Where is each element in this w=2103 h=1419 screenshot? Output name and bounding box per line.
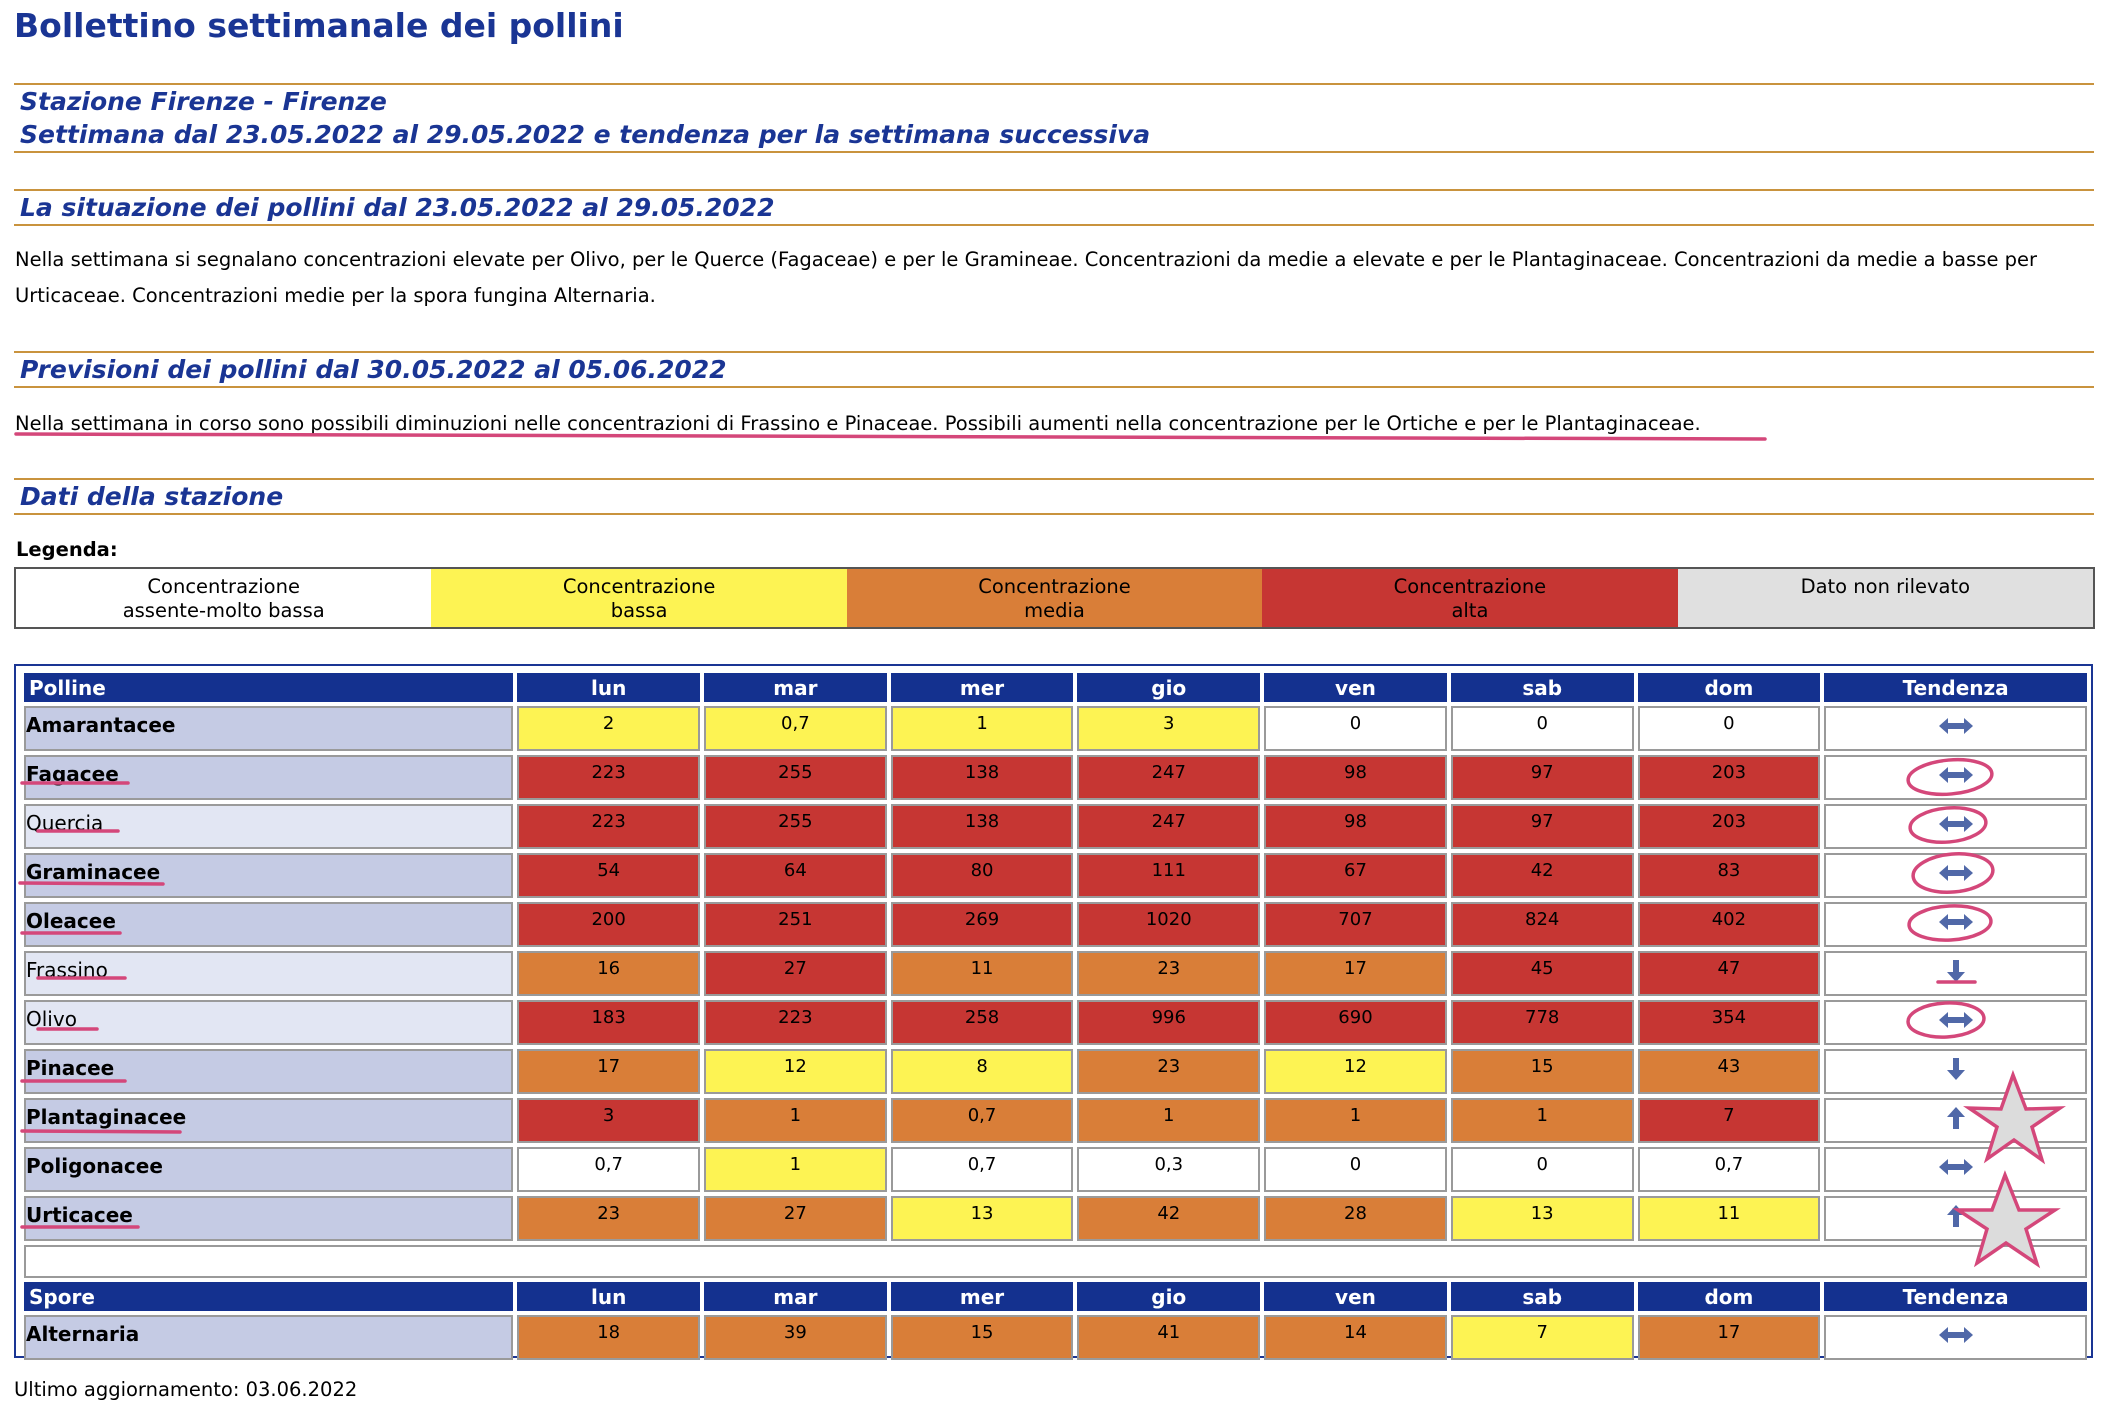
value-cell: 354	[1638, 1000, 1821, 1045]
value-cell: 8	[891, 1049, 1074, 1094]
row-name: Pinacee	[24, 1049, 513, 1094]
value-cell: 0,3	[1077, 1147, 1260, 1192]
arrow-left-right-icon	[1939, 719, 1973, 740]
value-cell: 1	[891, 706, 1074, 751]
value-cell: 0,7	[1638, 1147, 1821, 1192]
legend-item	[431, 569, 846, 627]
value-cell: 54	[517, 853, 700, 898]
station-name: Stazione Firenze - Firenze	[20, 87, 387, 116]
value-cell: 0,7	[891, 1098, 1074, 1143]
value-cell: 690	[1264, 1000, 1447, 1045]
value-cell: 67	[1264, 853, 1447, 898]
value-cell: 0,7	[891, 1147, 1074, 1192]
legend-item-line1: Concentrazione	[1393, 575, 1547, 598]
arrow-left-right-icon	[1939, 866, 1973, 887]
arrow-down-icon	[1947, 966, 1965, 987]
value-cell: 3	[1077, 706, 1260, 751]
column-header: sab	[1451, 673, 1634, 702]
column-header: sab	[1451, 1282, 1634, 1311]
value-cell: 17	[517, 1049, 700, 1094]
column-header: gio	[1077, 1282, 1260, 1311]
value-cell: 255	[704, 755, 887, 800]
value-cell: 203	[1638, 804, 1821, 849]
value-cell: 200	[517, 902, 700, 947]
row-name: Alternaria	[24, 1315, 513, 1360]
value-cell: 98	[1264, 755, 1447, 800]
legend-item-line1: Concentrazione	[978, 575, 1131, 598]
value-cell: 707	[1264, 902, 1447, 947]
trend-cell	[1824, 853, 2087, 898]
page-title: Bollettino settimanale dei pollini	[14, 6, 624, 45]
situation-text: Nella settimana si segnalano concentrazioni elevate per Olivo, per le Querce (Fagaceae) e per le Gramineae. Concentrazioni da medie a elevate e per le Plantaginaceae. Concentrazioni da medie a basse per Urticaceae. Concentrazioni medie per la spora fungina Alternaria.	[15, 248, 2038, 307]
value-cell: 0	[1638, 706, 1821, 751]
legend-item	[1678, 569, 2093, 627]
forecast-heading: Previsioni dei pollini dal 30.05.2022 al 05.06.2022	[20, 355, 727, 384]
value-cell: 0	[1451, 1147, 1634, 1192]
value-cell: 42	[1451, 853, 1634, 898]
value-cell: 15	[1451, 1049, 1634, 1094]
column-header: Polline	[24, 673, 513, 702]
legend-item	[847, 569, 1262, 627]
value-cell: 183	[517, 1000, 700, 1045]
value-cell: 1	[704, 1098, 887, 1143]
arrow-left-right-icon	[1939, 1160, 1973, 1181]
arrow-left-right-icon	[1939, 817, 1973, 838]
value-cell: 223	[704, 1000, 887, 1045]
row-name: Olivo	[24, 1000, 513, 1045]
row-name: Urticacee	[24, 1196, 513, 1241]
trend-cell	[1824, 1147, 2087, 1192]
value-cell: 402	[1638, 902, 1821, 947]
table-row	[24, 1196, 2087, 1241]
row-name: Oleacee	[24, 902, 513, 947]
legend-item	[16, 569, 431, 627]
value-cell: 1	[704, 1147, 887, 1192]
value-cell: 13	[1451, 1196, 1634, 1241]
arrow-left-right-icon	[1939, 1328, 1973, 1349]
value-cell: 7	[1451, 1315, 1634, 1360]
legend-item-line1: Concentrazione	[147, 575, 300, 598]
pollen-table-frame	[14, 664, 2093, 1358]
table-row	[24, 804, 2087, 849]
value-cell: 247	[1077, 755, 1260, 800]
value-cell: 247	[1077, 804, 1260, 849]
forecast-section	[14, 351, 2094, 388]
row-name: Poligonacee	[24, 1147, 513, 1192]
value-cell: 17	[1638, 1315, 1821, 1360]
trend-cell	[1824, 1049, 2087, 1094]
value-cell: 12	[1264, 1049, 1447, 1094]
table-row	[24, 1315, 2087, 1360]
row-name: Graminacee	[24, 853, 513, 898]
last-update: Ultimo aggiornamento: 03.06.2022	[14, 1378, 358, 1401]
legend-item-line1: Dato non rilevato	[1800, 575, 1971, 598]
value-cell: 1020	[1077, 902, 1260, 947]
value-cell: 3	[517, 1098, 700, 1143]
value-cell: 23	[1077, 951, 1260, 996]
column-header: gio	[1077, 673, 1260, 702]
column-header: Tendenza	[1824, 1282, 2087, 1311]
value-cell: 996	[1077, 1000, 1260, 1045]
value-cell: 17	[1264, 951, 1447, 996]
table-row	[24, 755, 2087, 800]
value-cell: 203	[1638, 755, 1821, 800]
legend-item-line1: Concentrazione	[562, 575, 716, 598]
arrow-left-right-icon	[1939, 768, 1973, 789]
column-header: Spore	[24, 1282, 513, 1311]
value-cell: 223	[517, 755, 700, 800]
situation-heading: La situazione dei pollini dal 23.05.2022 al 29.05.2022	[20, 193, 775, 222]
spacer-cell	[24, 1245, 2087, 1278]
value-cell: 138	[891, 755, 1074, 800]
spacer-row	[24, 1245, 2087, 1278]
legend-item-line2: media	[1024, 599, 1085, 622]
trend-cell	[1824, 951, 2087, 996]
column-header: mar	[704, 1282, 887, 1311]
value-cell: 18	[517, 1315, 700, 1360]
value-cell: 1	[1264, 1098, 1447, 1143]
week-range: Settimana dal 23.05.2022 al 29.05.2022 e tendenza per la settimana successiva	[20, 120, 1151, 149]
value-cell: 14	[1264, 1315, 1447, 1360]
column-header: dom	[1638, 1282, 1821, 1311]
trend-cell	[1824, 1315, 2087, 1360]
arrow-up-icon	[1947, 1113, 1965, 1134]
legend	[14, 567, 2095, 629]
column-header: Tendenza	[1824, 673, 2087, 702]
value-cell: 0	[1264, 1147, 1447, 1192]
pollen-table	[20, 669, 2091, 1364]
trend-cell	[1824, 1000, 2087, 1045]
value-cell: 39	[704, 1315, 887, 1360]
legend-item-line2: alta	[1451, 599, 1489, 622]
table-row	[24, 706, 2087, 751]
value-cell: 0,7	[517, 1147, 700, 1192]
arrow-left-right-icon	[1939, 915, 1973, 936]
value-cell: 12	[704, 1049, 887, 1094]
column-header: lun	[517, 1282, 700, 1311]
spore-header-row	[24, 1282, 2087, 1311]
value-cell: 16	[517, 951, 700, 996]
value-cell: 824	[1451, 902, 1634, 947]
value-cell: 23	[1077, 1049, 1260, 1094]
value-cell: 7	[1638, 1098, 1821, 1143]
table-row	[24, 853, 2087, 898]
table-row	[24, 1000, 2087, 1045]
value-cell: 23	[517, 1196, 700, 1241]
trend-cell	[1824, 755, 2087, 800]
value-cell: 1	[1451, 1098, 1634, 1143]
value-cell: 138	[891, 804, 1074, 849]
row-name: Amarantacee	[24, 706, 513, 751]
value-cell: 11	[1638, 1196, 1821, 1241]
row-name: Plantaginacee	[24, 1098, 513, 1143]
value-cell: 28	[1264, 1196, 1447, 1241]
legend-label: Legenda:	[16, 538, 118, 561]
trend-cell	[1824, 1196, 2087, 1241]
column-header: mer	[891, 1282, 1074, 1311]
column-header: ven	[1264, 1282, 1447, 1311]
station-data-section	[14, 478, 2094, 515]
value-cell: 0	[1451, 706, 1634, 751]
row-name: Quercia	[24, 804, 513, 849]
legend-item	[1262, 569, 1677, 627]
legend-item-line2: assente-molto bassa	[122, 599, 325, 622]
legend-item-line2: bassa	[610, 599, 668, 622]
arrow-down-icon	[1947, 1064, 1965, 1085]
table-row	[24, 1147, 2087, 1192]
trend-cell	[1824, 706, 2087, 751]
trend-cell	[1824, 902, 2087, 947]
value-cell: 45	[1451, 951, 1634, 996]
value-cell: 2	[517, 706, 700, 751]
value-cell: 27	[704, 951, 887, 996]
station-section	[14, 83, 2094, 153]
arrow-up-icon	[1947, 1211, 1965, 1232]
row-name: Fagacee	[24, 755, 513, 800]
value-cell: 258	[891, 1000, 1074, 1045]
value-cell: 255	[704, 804, 887, 849]
value-cell: 0,7	[704, 706, 887, 751]
value-cell: 11	[891, 951, 1074, 996]
value-cell: 0	[1264, 706, 1447, 751]
arrow-left-right-icon	[1939, 1013, 1973, 1034]
value-cell: 42	[1077, 1196, 1260, 1241]
trend-cell	[1824, 1098, 2087, 1143]
value-cell: 111	[1077, 853, 1260, 898]
value-cell: 778	[1451, 1000, 1634, 1045]
situation-section	[14, 189, 2094, 226]
station-data-heading: Dati della stazione	[20, 482, 284, 511]
pollen-header-row	[24, 673, 2087, 702]
value-cell: 47	[1638, 951, 1821, 996]
value-cell: 43	[1638, 1049, 1821, 1094]
trend-cell	[1824, 804, 2087, 849]
value-cell: 80	[891, 853, 1074, 898]
value-cell: 98	[1264, 804, 1447, 849]
value-cell: 251	[704, 902, 887, 947]
value-cell: 41	[1077, 1315, 1260, 1360]
table-row	[24, 1049, 2087, 1094]
value-cell: 83	[1638, 853, 1821, 898]
table-row	[24, 902, 2087, 947]
table-row	[24, 1098, 2087, 1143]
value-cell: 64	[704, 853, 887, 898]
column-header: mer	[891, 673, 1074, 702]
column-header: dom	[1638, 673, 1821, 702]
value-cell: 269	[891, 902, 1074, 947]
value-cell: 13	[891, 1196, 1074, 1241]
column-header: mar	[704, 673, 887, 702]
row-name: Frassino	[24, 951, 513, 996]
value-cell: 27	[704, 1196, 887, 1241]
value-cell: 97	[1451, 755, 1634, 800]
table-row	[24, 951, 2087, 996]
value-cell: 15	[891, 1315, 1074, 1360]
value-cell: 223	[517, 804, 700, 849]
value-cell: 1	[1077, 1098, 1260, 1143]
forecast-text: Nella settimana in corso sono possibili diminuzioni nelle concentrazioni di Frassino e Pinaceae. Possibili aumenti nella concentrazione per le Ortiche e per le Plantaginaceae.	[15, 412, 1701, 435]
value-cell: 97	[1451, 804, 1634, 849]
column-header: ven	[1264, 673, 1447, 702]
column-header: lun	[517, 673, 700, 702]
